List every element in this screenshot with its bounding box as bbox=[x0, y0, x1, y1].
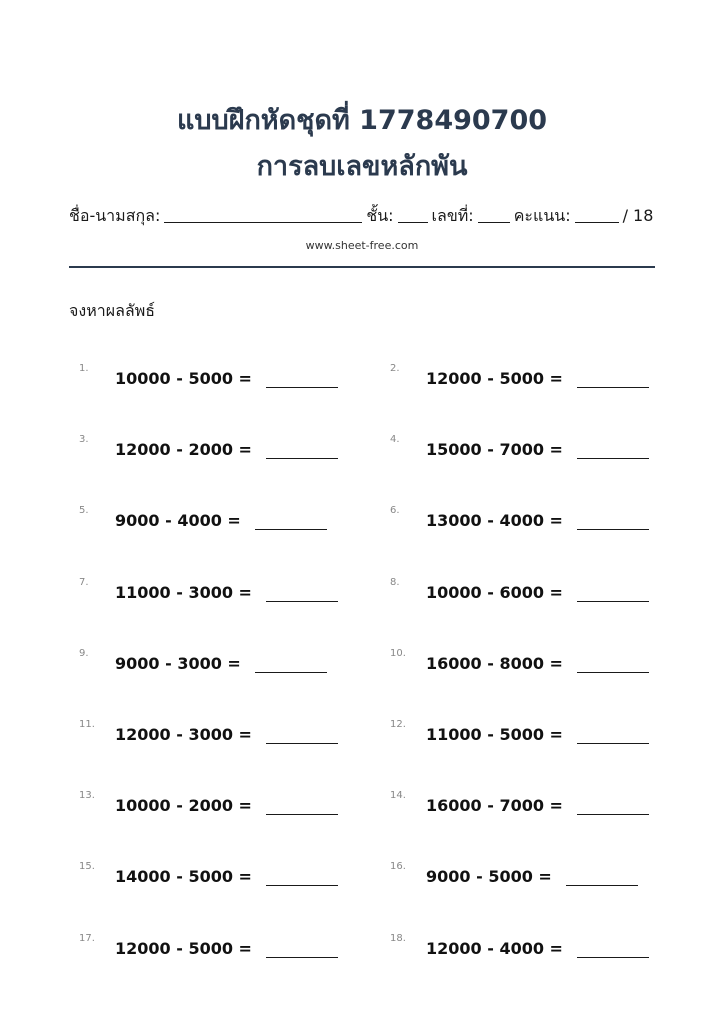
instruction-text: จงหาผลลัพธ์ bbox=[69, 301, 156, 320]
problem-item bbox=[79, 434, 379, 464]
problem-expression-group bbox=[426, 867, 638, 886]
answer-blank[interactable] bbox=[577, 515, 649, 530]
score-total: / 18 bbox=[622, 206, 654, 225]
problem-expression: 11000 - 5000 = bbox=[426, 725, 563, 744]
answer-blank[interactable] bbox=[577, 800, 649, 815]
problem-expression-group bbox=[115, 654, 327, 673]
problem-expression-group bbox=[426, 511, 649, 530]
problem-expression: 16000 - 8000 = bbox=[426, 654, 563, 673]
problem-item bbox=[390, 648, 690, 678]
problem-number: 4. bbox=[390, 434, 400, 445]
problem-expression-group bbox=[426, 583, 649, 602]
problem-expression-group bbox=[426, 369, 649, 388]
problem-expression: 9000 - 4000 = bbox=[115, 511, 241, 530]
problem-item bbox=[390, 363, 690, 393]
problem-number: 10. bbox=[390, 648, 406, 659]
answer-blank[interactable] bbox=[255, 515, 327, 530]
answer-blank[interactable] bbox=[577, 587, 649, 602]
problem-expression: 13000 - 4000 = bbox=[426, 511, 563, 530]
problem-item bbox=[79, 790, 379, 820]
problem-item bbox=[390, 577, 690, 607]
problem-expression-group bbox=[115, 939, 338, 958]
problem-number: 12. bbox=[390, 719, 406, 730]
answer-blank[interactable] bbox=[255, 658, 327, 673]
answer-blank[interactable] bbox=[577, 373, 649, 388]
answer-blank[interactable] bbox=[577, 658, 649, 673]
problem-expression-group bbox=[426, 725, 649, 744]
problem-expression-group bbox=[115, 440, 338, 459]
answer-blank[interactable] bbox=[266, 871, 338, 886]
problem-item bbox=[79, 719, 379, 749]
name-label: ชื่อ-นามสกุล: bbox=[69, 206, 161, 225]
problem-expression: 15000 - 7000 = bbox=[426, 440, 563, 459]
number-label: เลขที่: bbox=[431, 206, 474, 225]
problem-expression: 12000 - 5000 = bbox=[115, 939, 252, 958]
problem-item bbox=[79, 577, 379, 607]
problem-number: 17. bbox=[79, 933, 95, 944]
problem-expression: 11000 - 3000 = bbox=[115, 583, 252, 602]
problem-number: 8. bbox=[390, 577, 400, 588]
problem-expression: 12000 - 4000 = bbox=[426, 939, 563, 958]
problem-expression: 9000 - 5000 = bbox=[426, 867, 552, 886]
problem-expression: 10000 - 2000 = bbox=[115, 796, 252, 815]
problem-expression-group bbox=[426, 654, 649, 673]
problem-expression-group bbox=[115, 725, 338, 744]
problem-expression-group bbox=[115, 867, 338, 886]
answer-blank[interactable] bbox=[577, 729, 649, 744]
worksheet-subtitle: การลบเลขหลักพัน bbox=[256, 151, 468, 182]
problem-number: 1. bbox=[79, 363, 89, 374]
problem-expression-group bbox=[426, 939, 649, 958]
problem-number: 5. bbox=[79, 505, 89, 516]
problem-expression-group bbox=[426, 440, 649, 459]
answer-blank[interactable] bbox=[266, 729, 338, 744]
problem-item bbox=[79, 648, 379, 678]
problem-expression: 12000 - 5000 = bbox=[426, 369, 563, 388]
problem-number: 9. bbox=[79, 648, 89, 659]
problem-expression: 10000 - 5000 = bbox=[115, 369, 252, 388]
problem-number: 11. bbox=[79, 719, 95, 730]
problem-expression: 12000 - 3000 = bbox=[115, 725, 252, 744]
answer-blank[interactable] bbox=[266, 587, 338, 602]
problem-expression: 14000 - 5000 = bbox=[115, 867, 252, 886]
problem-expression: 12000 - 2000 = bbox=[115, 440, 252, 459]
score-label: คะแนน: bbox=[513, 206, 571, 225]
problem-expression-group bbox=[426, 796, 649, 815]
answer-blank[interactable] bbox=[577, 943, 649, 958]
problem-expression-group bbox=[115, 511, 327, 530]
problem-expression-group bbox=[115, 796, 338, 815]
worksheet-title: แบบฝึกหัดชุดที่ 1778490700 bbox=[176, 105, 548, 136]
problem-number: 6. bbox=[390, 505, 400, 516]
answer-blank[interactable] bbox=[266, 943, 338, 958]
problem-expression: 16000 - 7000 = bbox=[426, 796, 563, 815]
problem-item bbox=[390, 434, 690, 464]
answer-blank[interactable] bbox=[266, 800, 338, 815]
problem-item bbox=[79, 861, 379, 891]
problem-number: 3. bbox=[79, 434, 89, 445]
problem-number: 13. bbox=[79, 790, 95, 801]
problem-item bbox=[390, 719, 690, 749]
problem-item bbox=[390, 505, 690, 535]
problem-expression: 9000 - 3000 = bbox=[115, 654, 241, 673]
problem-item bbox=[79, 933, 379, 963]
problem-expression-group bbox=[115, 369, 338, 388]
answer-blank[interactable] bbox=[566, 871, 638, 886]
problem-number: 7. bbox=[79, 577, 89, 588]
answer-blank[interactable] bbox=[266, 444, 338, 459]
problem-number: 18. bbox=[390, 933, 406, 944]
problem-expression-group bbox=[115, 583, 338, 602]
problem-expression: 10000 - 6000 = bbox=[426, 583, 563, 602]
problem-number: 15. bbox=[79, 861, 95, 872]
website-url: www.sheet-free.com bbox=[305, 239, 419, 252]
answer-blank[interactable] bbox=[266, 373, 338, 388]
class-label: ชั้น: bbox=[366, 206, 394, 225]
answer-blank[interactable] bbox=[577, 444, 649, 459]
problem-item bbox=[79, 363, 379, 393]
problem-number: 14. bbox=[390, 790, 406, 801]
problem-item bbox=[390, 790, 690, 820]
problem-number: 16. bbox=[390, 861, 406, 872]
problem-item bbox=[390, 933, 690, 963]
problem-item bbox=[390, 861, 690, 891]
problem-item bbox=[79, 505, 379, 535]
problem-number: 2. bbox=[390, 363, 400, 374]
